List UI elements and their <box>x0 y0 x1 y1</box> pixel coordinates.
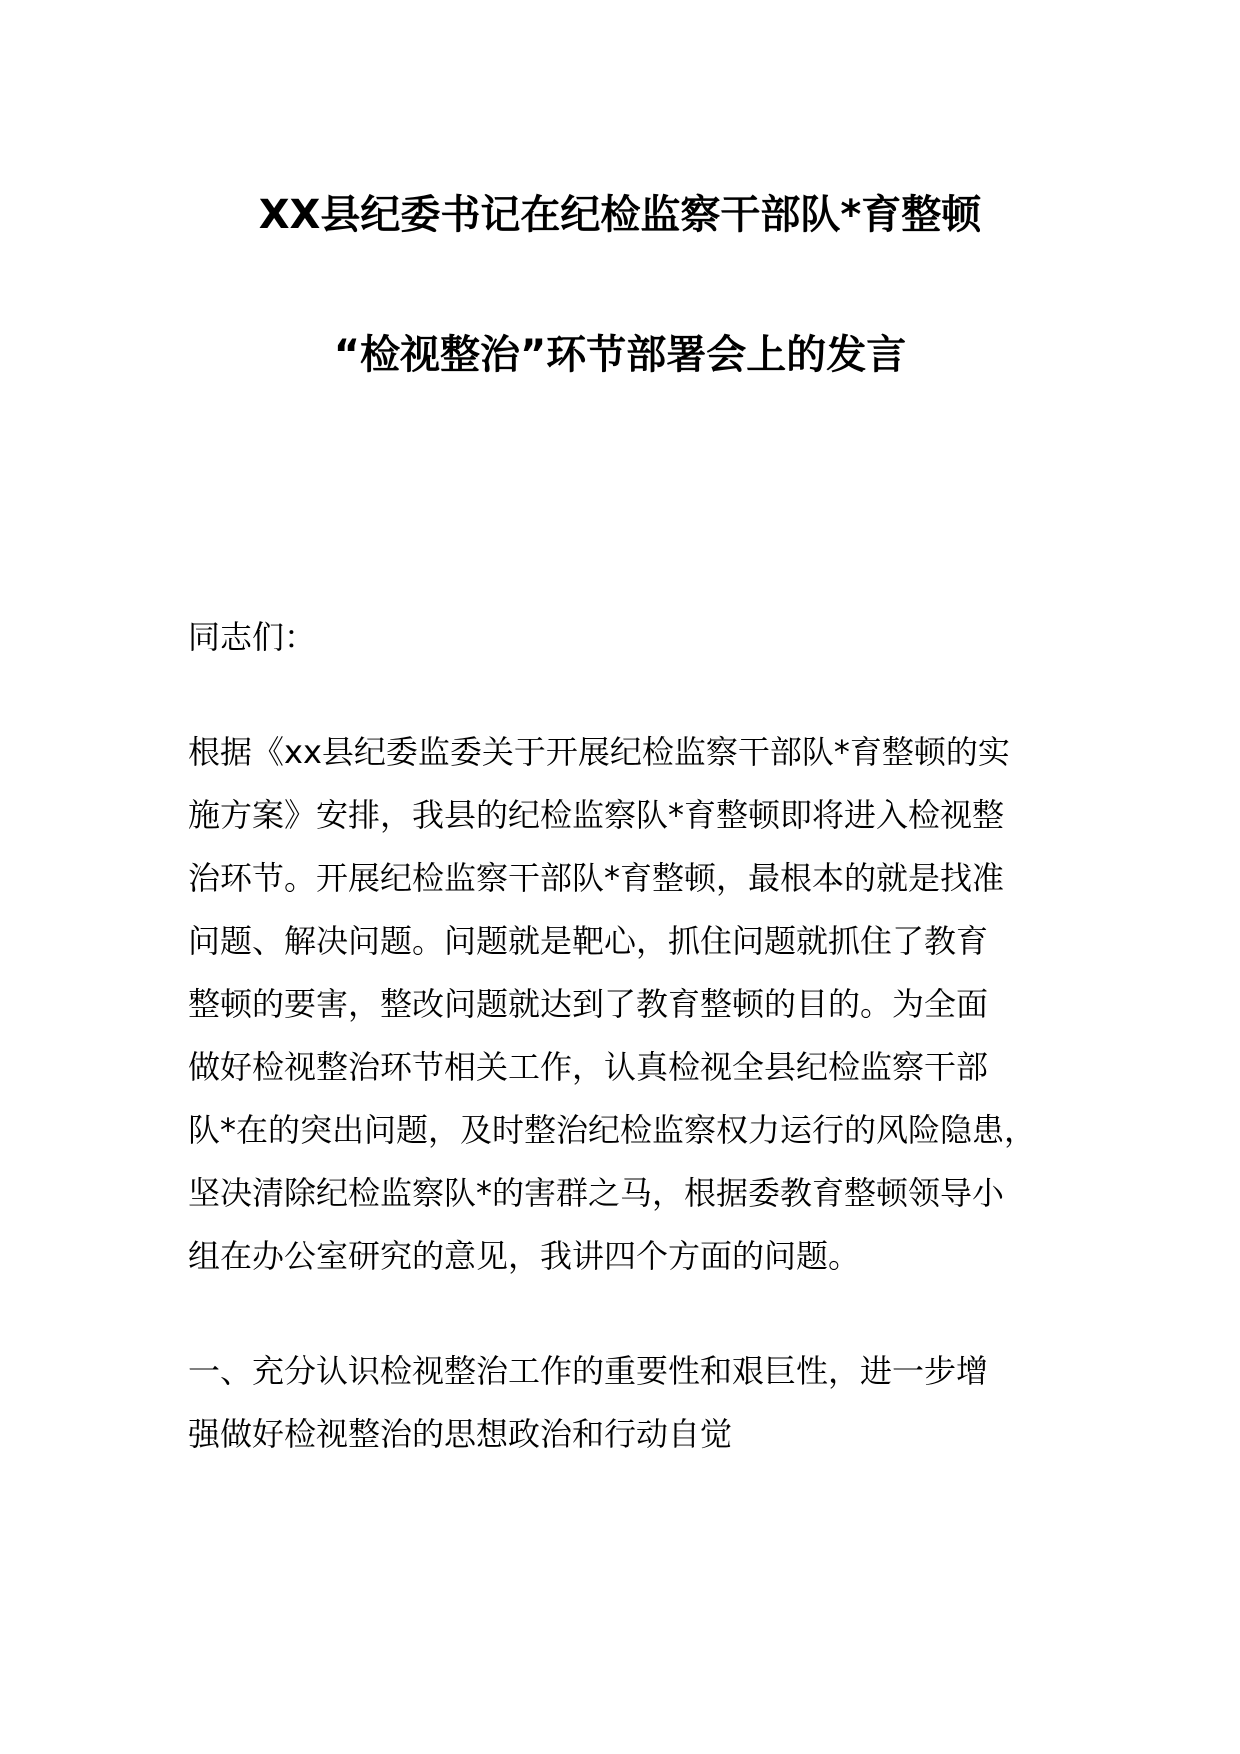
paragraph-line: 问题、解决问题。问题就是靶心，抓住问题就抓住了教育 <box>188 922 989 960</box>
paragraph-line: 整顿的要害，整改问题就达到了教育整顿的目的。为全面 <box>188 985 989 1023</box>
title-line-2: “检视整治”环节部署会上的发言 <box>333 332 907 378</box>
heading-line: 强做好检视整治的思想政治和行动自觉 <box>188 1415 733 1453</box>
paragraph-line: 治环节。开展纪检监察干部队*育整顿，最根本的就是找准 <box>188 859 1005 897</box>
paragraph-line: 组在办公室研究的意见，我讲四个方面的问题。 <box>188 1237 861 1275</box>
paragraph-line: 施方案》安排，我县的纪检监察队*育整顿即将进入检视整 <box>188 796 1005 834</box>
greeting: 同志们： <box>188 618 317 656</box>
heading-line: 一、充分认识检视整治工作的重要性和艰巨性，进一步增 <box>188 1352 989 1390</box>
paragraph-line: 坚决清除纪检监察队*的害群之马，根据委教育整顿领导小 <box>188 1174 1005 1212</box>
paragraph-line: 做好检视整治环节相关工作，认真检视全县纪检监察干部 <box>188 1048 989 1086</box>
paragraph-line: 队*在的突出问题，及时整治纪检监察权力运行的风险隐患， <box>188 1111 1037 1149</box>
paragraph-line: 根据《xx县纪委监委关于开展纪检监察干部队*育整顿的实 <box>188 733 1010 771</box>
title-line-1: XX县纪委书记在纪检监察干部队*育整顿 <box>258 192 982 238</box>
